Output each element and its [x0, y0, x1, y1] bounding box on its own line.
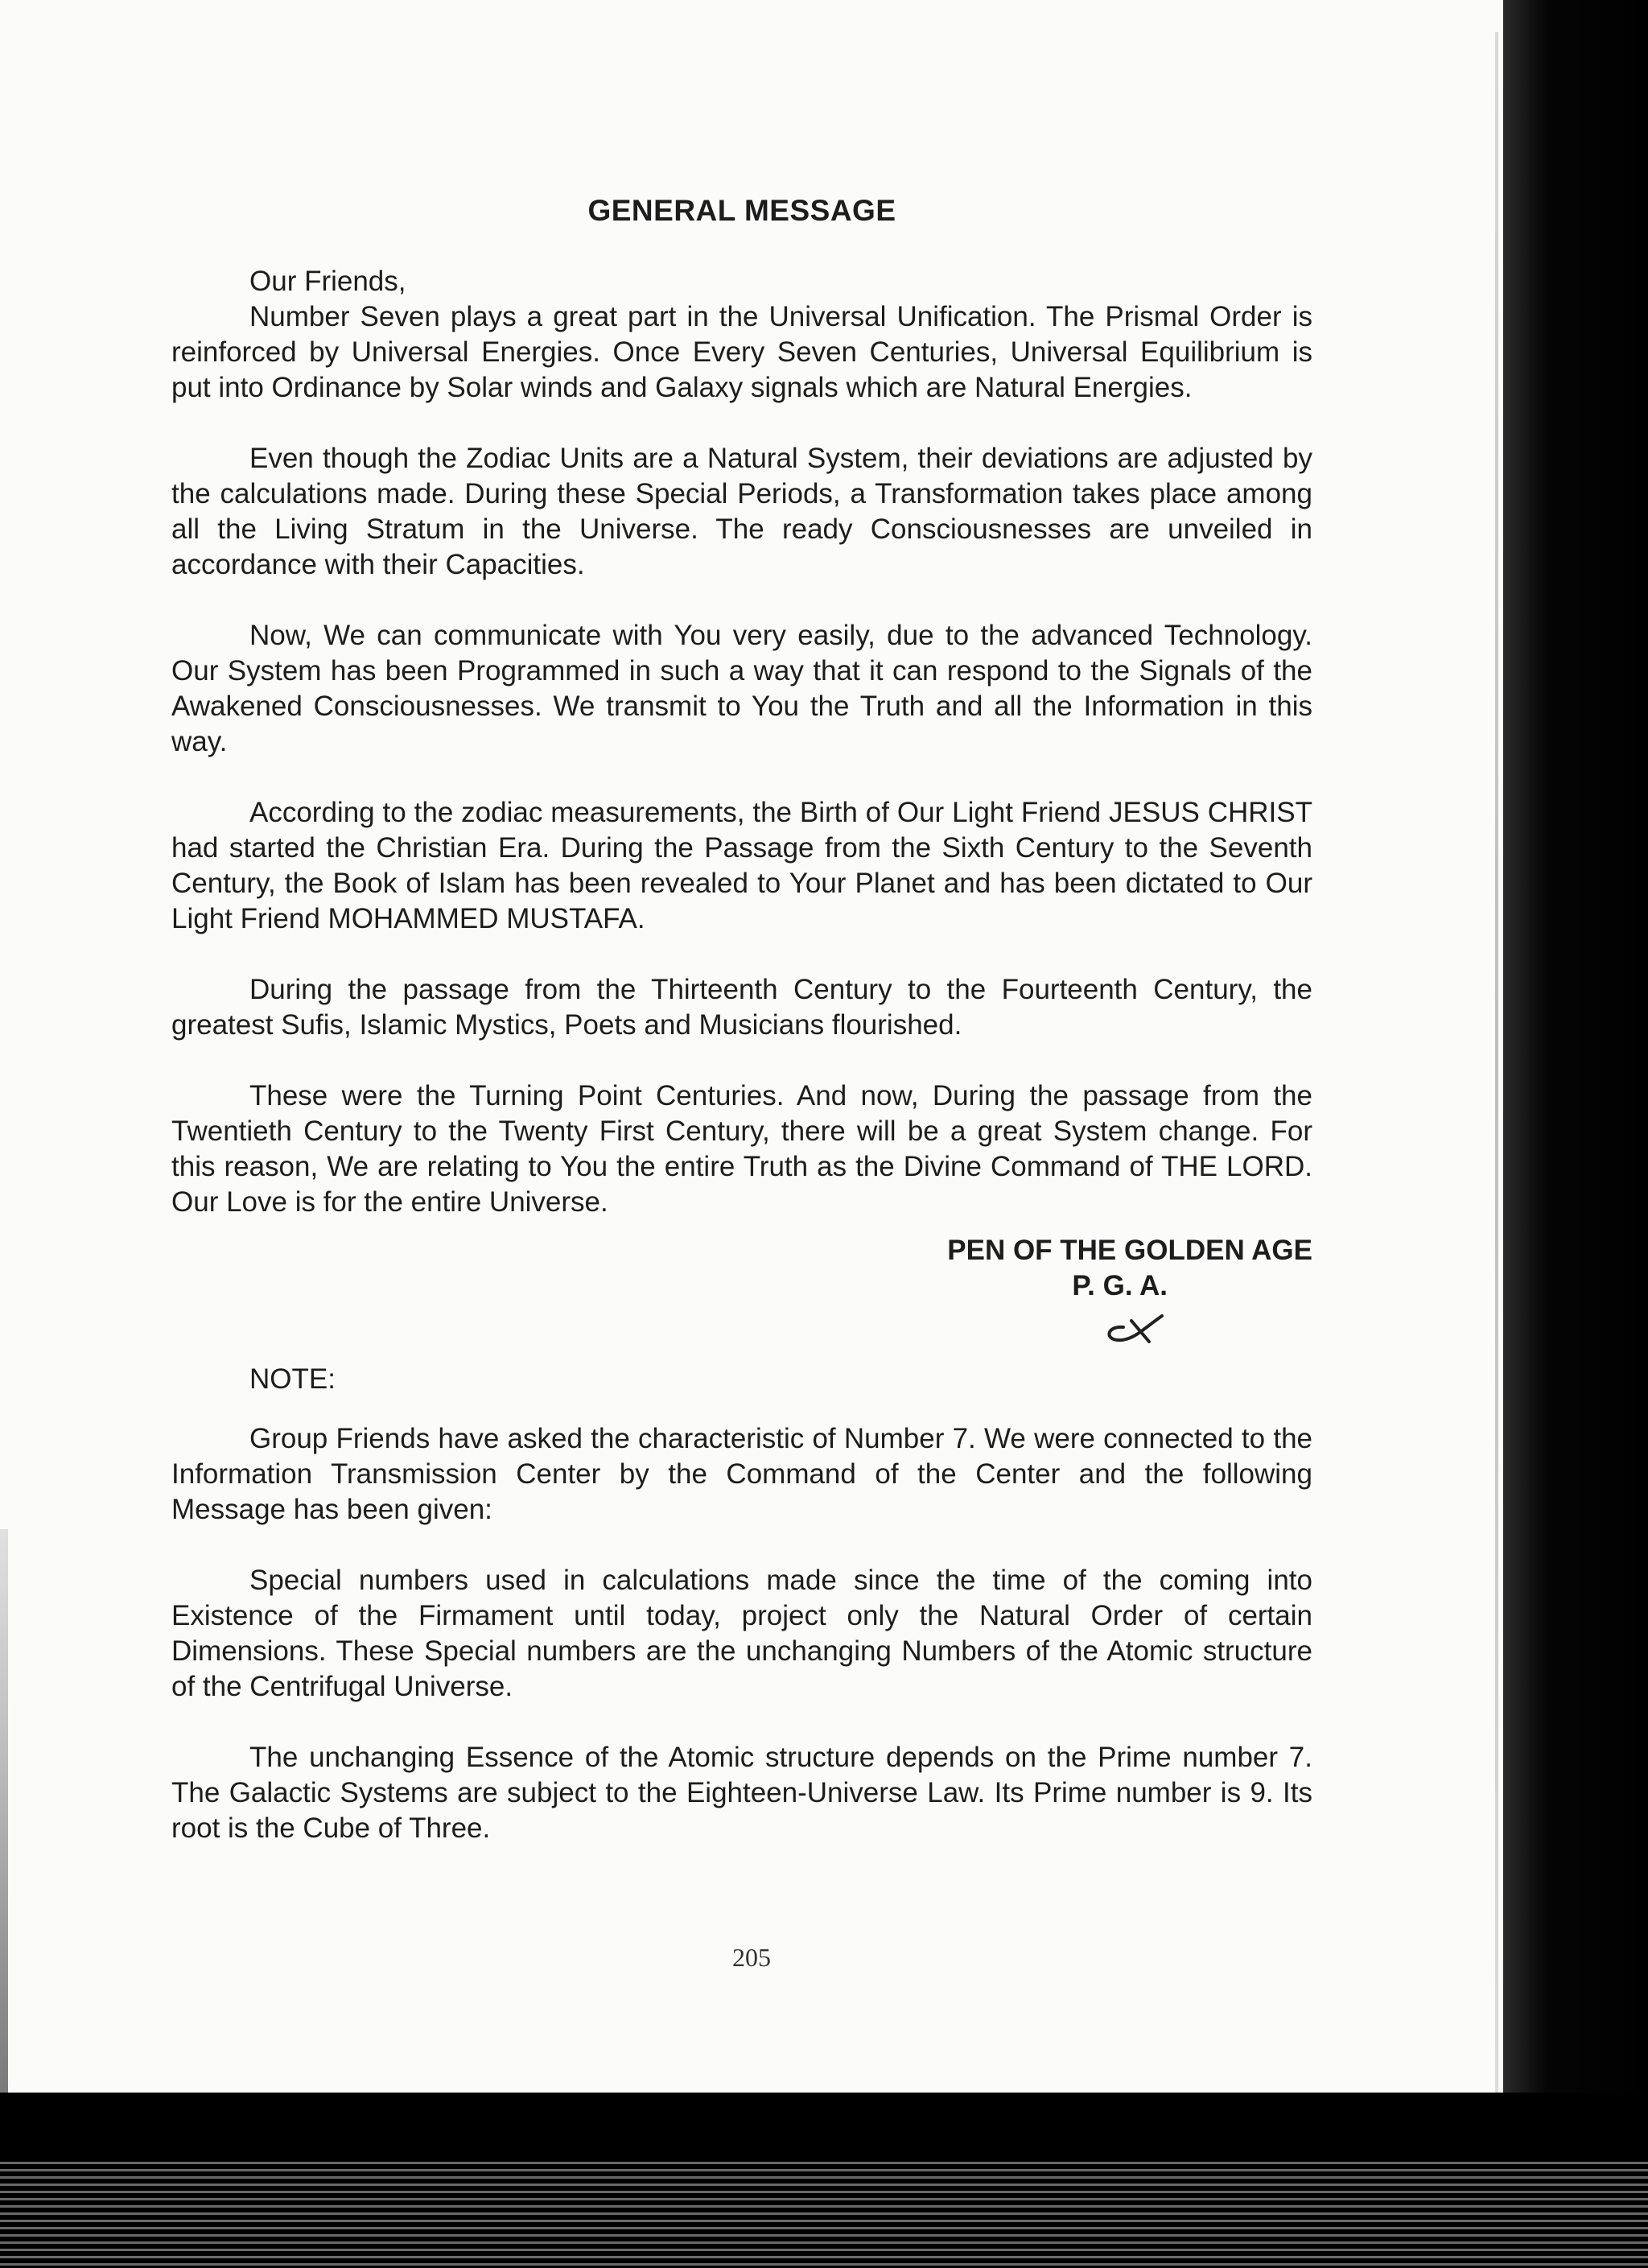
document-title: GENERAL MESSAGE	[587, 194, 896, 227]
paragraph: Now, We can communicate with You very easily, due to the advanced Technology. Our System has been Programmed in such a way that it can respond to the Signals of the Awakened Consciousnesses. We transmit to You the Truth and all the Information in this way.	[171, 620, 1312, 757]
signature-block	[171, 1233, 1312, 1354]
paragraph: Even though the Zodiac Units are a Natural System, their deviations are adjusted by the calculations made. During these Special Periods, a Transformation takes place among all the Living Stratum in the Universe. The ready Consciousnesses are unveiled in accordance with their Capacities.	[171, 443, 1312, 580]
scan-edge-right	[1503, 0, 1648, 2268]
note-paragraph: Special numbers used in calculations made since the time of the coming into Existence of the Firmament until today, project only the Natural Order of certain Dimensions. These Special numbers are the unchanging Numbers of the Atomic structure of the Centrifugal Universe.	[171, 1565, 1312, 1702]
paragraph: These were the Turning Point Centuries. And now, During the passage from the Twentieth Century to the Twenty First Century, there will be a great System change. For this reason, We are relating to You the entire Truth as the Divine Command of THE LORD. Our Love is for the entire Universe.	[171, 1080, 1312, 1218]
note-paragraph: Group Friends have asked the characteristic of Number 7. We were connected to the Information Transmission Center by the Command of the Center and the following Message has been given:	[171, 1423, 1312, 1525]
scan-edge-left	[0, 1529, 8, 2093]
binding-shadow	[1495, 32, 1498, 2093]
scan-streaks	[0, 2157, 1648, 2268]
handwritten-signature-icon	[1099, 1309, 1172, 1350]
paragraph: During the passage from the Thirteenth Century to the Fourteenth Century, the greatest Sufis, Islamic Mystics, Poets and Musicians flourished.	[171, 974, 1312, 1041]
note-label: NOTE:	[249, 1363, 336, 1395]
salutation: Our Friends,	[249, 266, 406, 297]
note-paragraph: The unchanging Essence of the Atomic structure depends on the Prime number 7. The Galactic Systems are subject to the Eighteen-Universe Law. Its Prime number is 9. Its root is the Cube of Three.	[171, 1742, 1312, 1844]
signature-initials: P. G. A.	[1072, 1270, 1168, 1301]
paragraph: According to the zodiac measurements, the Birth of Our Light Friend JESUS CHRIST had started the Christian Era. During the Passage from the Sixth Century to the Seventh Century, the Book of Islam has been revealed to Your Planet and has been dictated to Our Light Friend MOHAMMED MUSTAFA.	[171, 797, 1312, 934]
document-body	[171, 193, 1312, 1882]
signature-line: PEN OF THE GOLDEN AGE	[947, 1235, 1312, 1266]
paragraph: Number Seven plays a great part in the Universal Unification. The Prismal Order is reinforced by Universal Energies. Once Every Seven Centuries, Universal Equilibrium is put into Ordinance by Solar winds and Galaxy signals which are Natural Energies.	[171, 301, 1312, 403]
page-number: 205	[732, 1943, 771, 1972]
